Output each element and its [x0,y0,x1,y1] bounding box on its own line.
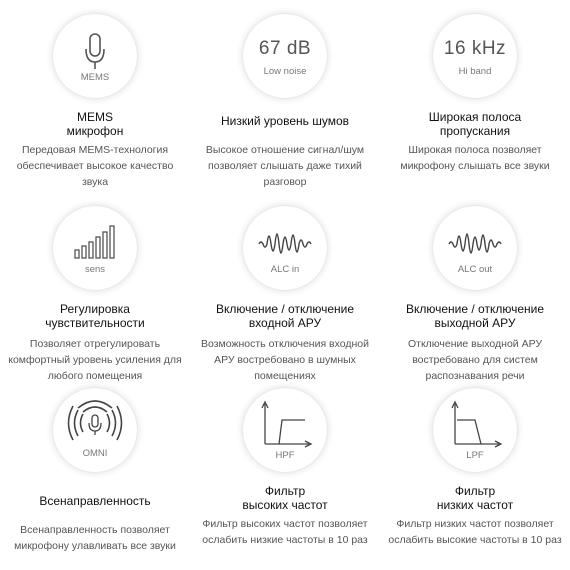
badge-caption: ALC out [457,264,493,275]
feature-title: Включение / отключение выходной АРУ [405,302,545,330]
feature-title: Регулировка чувствительности [45,302,145,330]
badge-caption: OMNI [82,448,108,459]
badge-caption: Hi band [458,66,492,77]
badge-caption: ALC in [270,264,300,275]
waveform-icon [243,206,327,290]
badge-caption: Low noise [263,66,307,77]
feature-badge [53,388,137,472]
feature-alc-out [380,190,570,382]
badge-caption: MEMS [80,72,110,83]
badge-value: 67 dB [258,38,312,59]
feature-title-text: Фильтр высоких частот [242,484,328,512]
badge-value: 16 kHz [443,38,507,59]
feature-title [190,484,380,512]
waveform-icon [433,206,517,290]
feature-description: Высокое отношение сигнал/шум позволяет слышать даже тихий разговор [205,144,365,188]
feature-description: Фильтр низких частот позволяет ослабить высокие частоты в 10 раз [388,518,562,546]
feature-title-text: Фильтр низких частот [436,484,514,512]
feature-hpf [190,376,380,570]
feature-description: Передовая MEMS-технология обеспечивает высокое качество звука [16,144,174,188]
feature-title: Широкая полоса пропускания [428,110,522,138]
feature-sensitivity [0,190,190,382]
feature-badge [243,388,327,472]
feature-title: Включение / отключение входной АРУ [215,302,355,330]
feature-hi-band [380,0,570,190]
feature-title [380,484,570,512]
feature-badge [53,206,137,290]
feature-badge [243,14,327,98]
feature-badge [433,388,517,472]
omni-microphone-icon [53,388,137,472]
feature-omni [0,376,190,570]
feature-title: Всенаправленность [39,494,151,508]
feature-description: Всенаправленность позволяет микрофону улавливать все звуки [14,524,176,552]
feature-badge [53,14,137,98]
feature-description: Позволяет отрегулировать комфортный уровень усиления для любого помещения [8,338,182,382]
signal-bars-icon [53,206,137,290]
feature-badge [433,14,517,98]
feature-description: Отключение выходной АРУ востребовано для систем распознавания речи [407,338,543,382]
feature-title [0,110,190,138]
feature-description: Широкая полоса позволяет микрофону слышать все звуки [400,144,550,172]
badge-caption: HPF [275,450,295,461]
feature-low-noise [190,0,380,190]
feature-mems [0,0,190,190]
feature-badge [433,206,517,290]
feature-badge [243,206,327,290]
feature-alc-in [190,190,380,382]
feature-title: Низкий уровень шумов [221,114,349,128]
feature-description: Фильтр высоких частот позволяет ослабить низкие частоты в 10 раз [202,518,368,546]
microphone-icon [53,14,137,98]
feature-lpf [380,376,570,570]
badge-caption: sens [84,264,106,275]
feature-description: Возможность отключения входной АРУ востребовано в шумных помещениях [200,338,369,382]
badge-caption: LPF [466,450,484,461]
feature-title-text: MEMS микрофон [66,110,124,138]
